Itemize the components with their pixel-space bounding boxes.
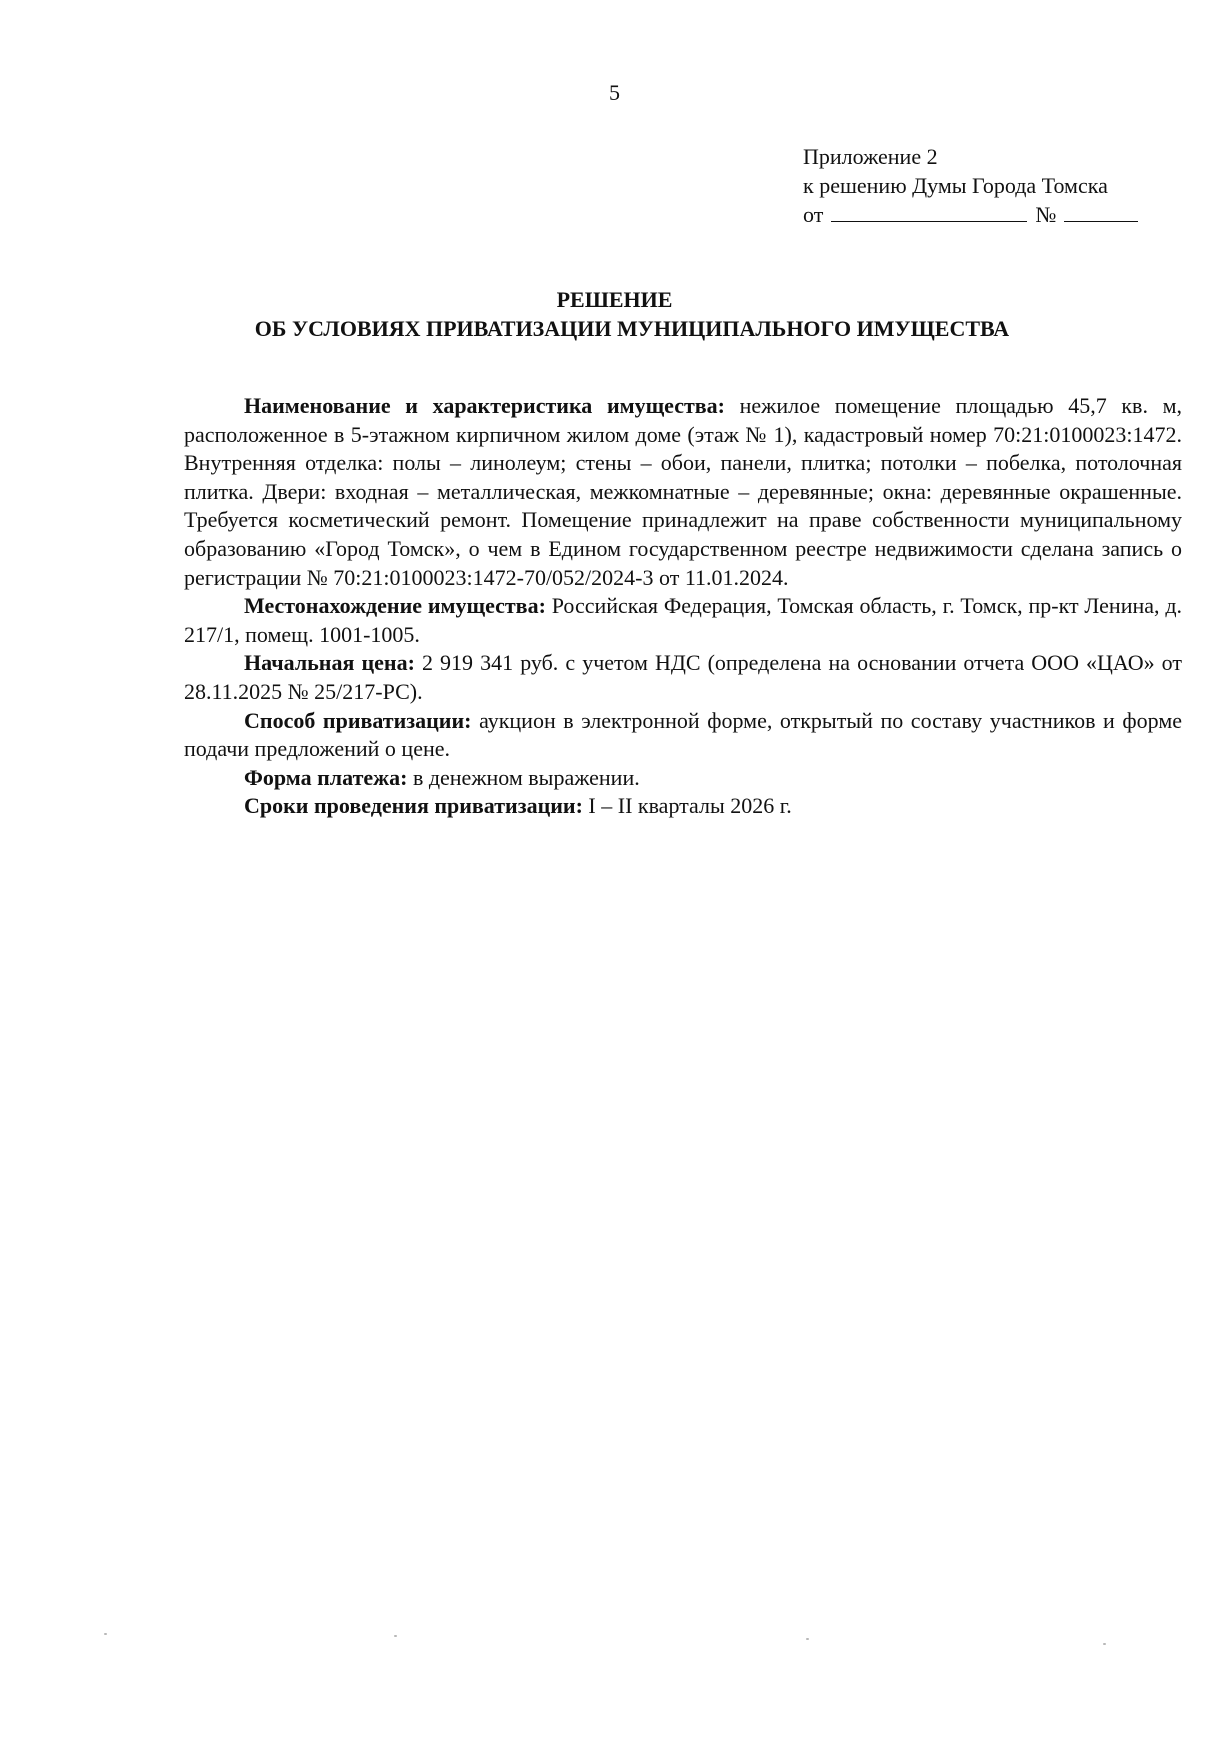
- section-label: Способ приватизации:: [244, 707, 472, 733]
- section-initial-price: [184, 649, 1182, 706]
- title-line-1: РЕШЕНИЕ: [556, 287, 673, 312]
- appendix-reference: к решению Думы Города Томска: [803, 173, 1108, 198]
- section-text: Российская Федерация, Томская область, г. Томск, пр-кт Ленина, д. 217/1, помещ. 1001-1005.: [184, 593, 1183, 647]
- section-text: 2 919 341 руб. с учетом НДС (определена на основании отчета ООО «ЦАО» от 28.11.2025 № 25/217-РС).: [184, 650, 1182, 704]
- section-label: Начальная цена:: [244, 650, 415, 676]
- appendix-title: Приложение 2: [803, 144, 938, 169]
- section-text: I – II кварталы 2026 г.: [582, 793, 792, 819]
- date-blank-line: [831, 201, 1027, 222]
- section-label: Местонахождение имущества:: [244, 593, 546, 619]
- document-body: [184, 392, 1182, 821]
- section-text: аукцион в электронной форме, открытый по составу участников и форме подачи предложений о цене.: [184, 707, 1182, 762]
- section-privatization-method: [184, 707, 1182, 764]
- section-label: Форма платежа:: [244, 764, 408, 790]
- section-payment-form: [184, 764, 1182, 793]
- scan-speck: [104, 1633, 107, 1635]
- scan-speck: [394, 1635, 397, 1637]
- section-property-location: [184, 592, 1182, 649]
- scan-speck: [1103, 1643, 1106, 1645]
- page-number: 5: [609, 80, 620, 105]
- scan-speck: [806, 1638, 809, 1640]
- appendix-block: [803, 142, 1138, 229]
- section-label: Сроки проведения приватизации:: [244, 793, 583, 819]
- section-text: нежилое помещение площадью 45,7 кв. м, расположенное в 5-этажном кирпичном жилом доме (этаж № 1), кадастровый номер 70:21:0100023:1472. Внутренняя отделка: полы – линолеум; стены – обои, панели, плитка; потолки – побелка, потолочная плитка. Двери: входная – металлическая, межкомнатные – деревянные; окна: деревянные окрашенные. Требуется косметический ремонт. Помещение принадлежит на праве собственности муниципальному образованию «Город Томск», о чем в Едином государственном реестре недвижимости сделана запись о регистрации № 70:21:0100023:1472-70/052/2024-3 от 11.01.2024.: [184, 393, 1182, 590]
- section-privatization-terms: [184, 792, 1182, 821]
- section-label: Наименование и характеристика имущества:: [244, 393, 725, 418]
- number-prefix: №: [1035, 202, 1057, 227]
- date-prefix: от: [803, 202, 824, 227]
- appendix-date-number-line: [803, 200, 1138, 229]
- title-line-2: ОБ УСЛОВИЯХ ПРИВАТИЗАЦИИ МУНИЦИПАЛЬНОГО ИМУЩЕСТВА: [254, 316, 1010, 341]
- section-property-description: [184, 392, 1182, 592]
- document-title: [0, 285, 1229, 343]
- section-text: в денежном выражении.: [407, 764, 640, 790]
- number-blank-line: [1064, 201, 1138, 222]
